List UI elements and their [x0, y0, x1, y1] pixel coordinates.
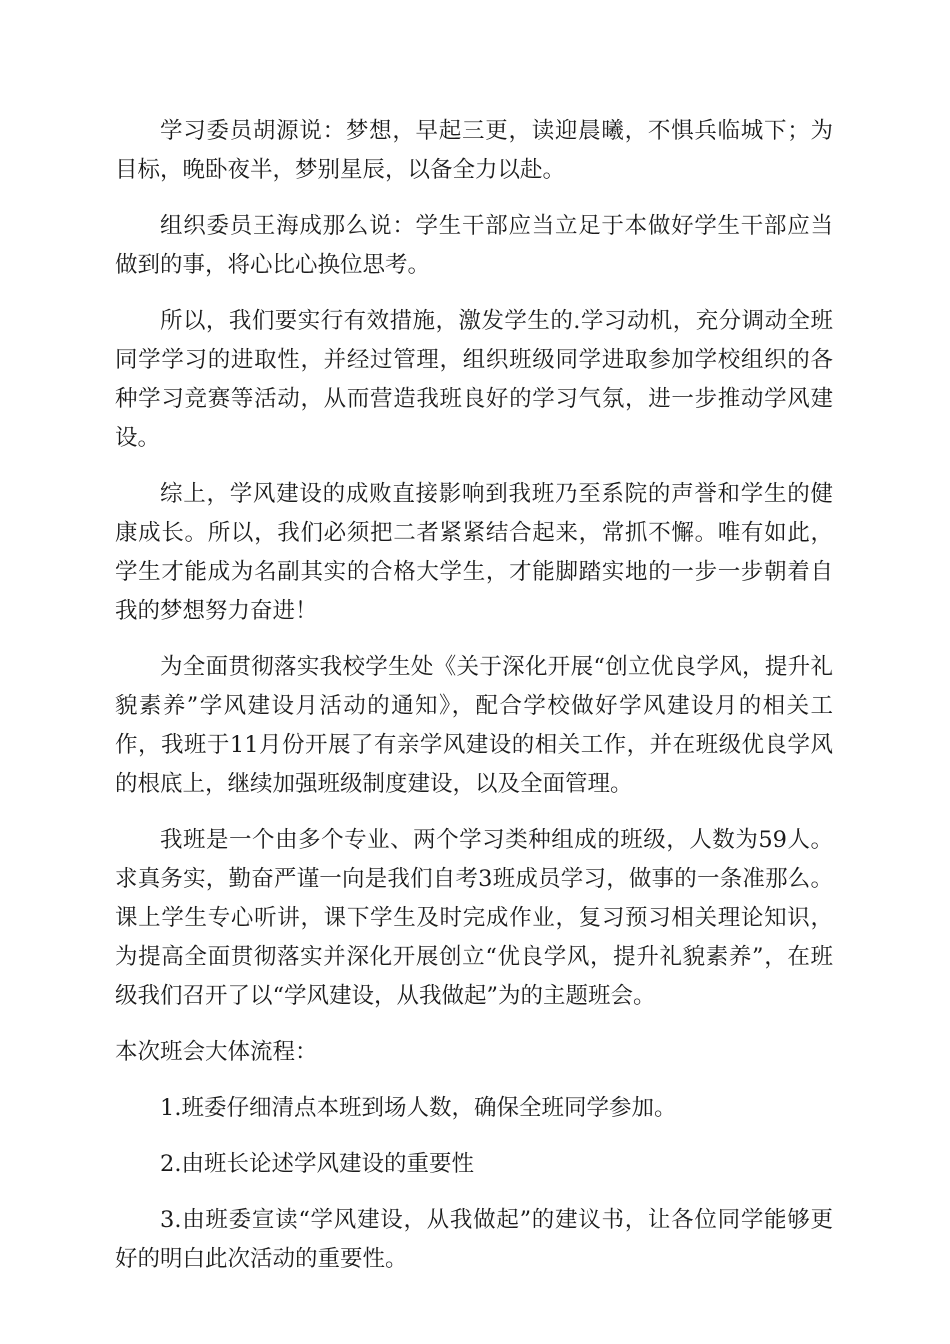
paragraph-summary: 综上，学风建设的成败直接影响到我班乃至系院的声誉和学生的健康成长。所以，我们必须把二者紧紧结合起来，常抓不懈。唯有如此，学生才能成为名副其实的合格大学生，才能脚踏实地的一步一步朝着自我的梦想努力奋进！	[115, 481, 833, 624]
paragraph-notice: 为全面贯彻落实我校学生处《关于深化开展“创立优良学风，提升礼貌素养”学风建设月活动的通知》，配合学校做好学风建设月的相关工作，我班于11月份开展了有亲学风建设的相关工作，并在班级优良学风的根底上，继续加强班级制度建设，以及全面管理。	[115, 654, 833, 797]
flow-heading: 本次班会大体流程：	[115, 1039, 318, 1065]
paragraph-class-intro: 我班是一个由多个专业、两个学习类种组成的班级，人数为59人。求真务实，勤奋严谨一向是我们自考3班成员学习，做事的一条准那么。课上学生专心听讲，课下学生及时完成作业，复习预习相关理论知识，为提高全面贯彻落实并深化开展创立“优良学风，提升礼貌素养”，在班级我们召开了以“学风建设，从我做起”为的主题班会。	[115, 827, 833, 1009]
document-page	[115, 112, 833, 1296]
flow-item: 3.由班委宣读“学风建设，从我做起”的建议书，让各位同学能够更好的明白此次活动的重要性。	[115, 1207, 833, 1272]
paragraph-organization-committee: 组织委员王海成那么说：学生干部应当立足于本做好学生干部应当做到的事，将心比心换位思考。	[115, 213, 833, 278]
paragraph-measures: 所以，我们要实行有效措施，激发学生的.学习动机，充分调动全班同学学习的进取性，并经过管理，组织班级同学进取参加学校组织的各种学习竞赛等活动，从而营造我班良好的学习气氛，进一步推动学风建设。	[115, 308, 833, 451]
flow-item: 2.由班长论述学风建设的重要性	[160, 1151, 474, 1177]
paragraph-study-committee: 学习委员胡源说：梦想，早起三更，读迎晨曦，不惧兵临城下；为目标，晚卧夜半，梦别星辰，以备全力以赴。	[115, 118, 833, 183]
flow-item: 1.班委仔细清点本班到场人数，确保全班同学参加。	[160, 1095, 677, 1121]
